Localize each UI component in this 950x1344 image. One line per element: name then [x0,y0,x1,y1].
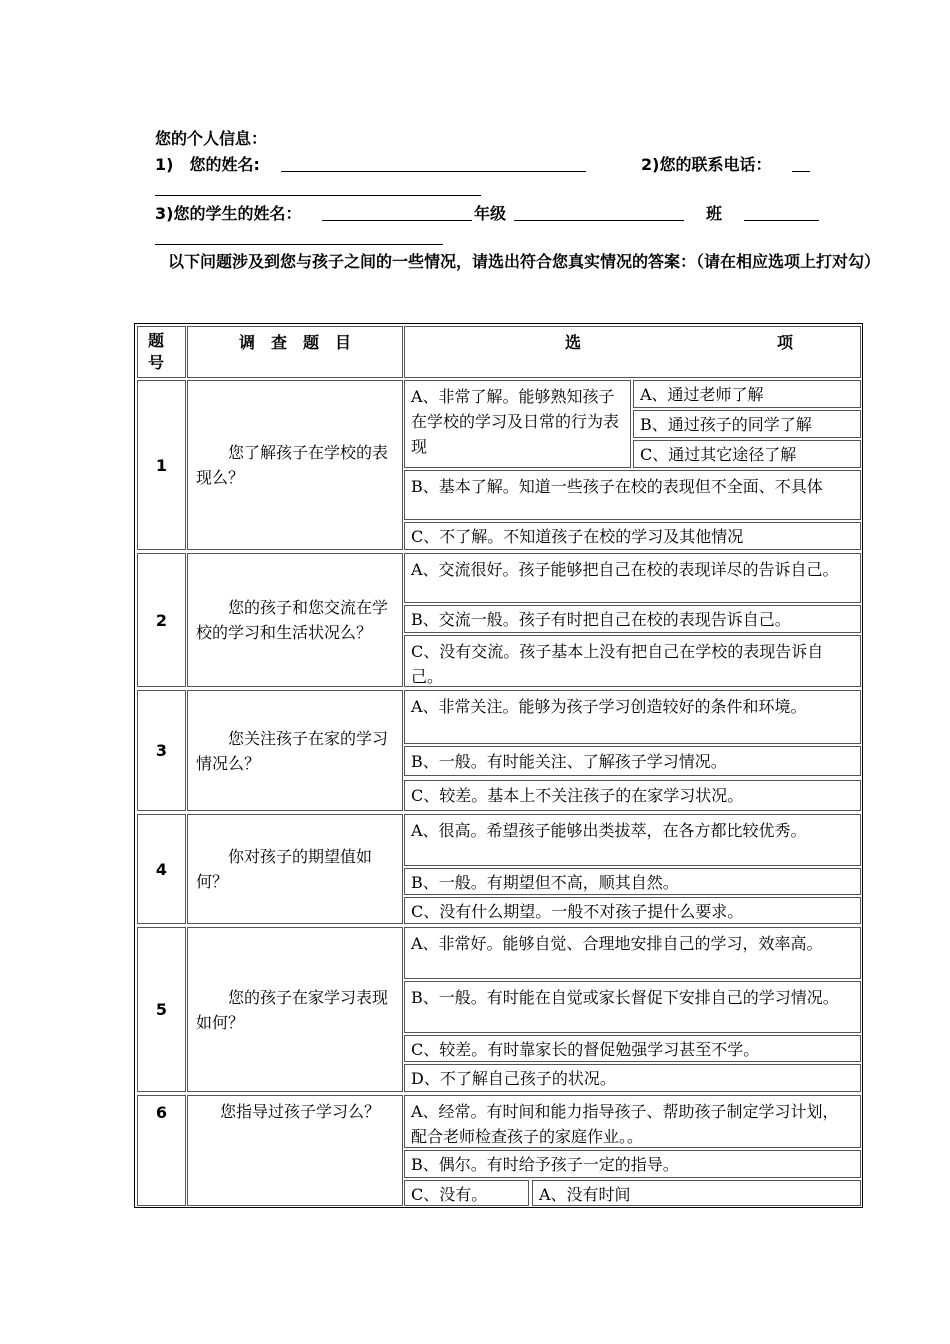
q3-option-c[interactable]: C、较差。基本上不关注孩子的在家学习状况。 [404,780,861,811]
question-text-1: 您了解孩子在学校的表现么？ [187,380,403,550]
question-number-6: 6 [137,1095,186,1206]
q4-option-c[interactable]: C、没有什么期望。一般不对孩子提什么要求。 [404,897,861,924]
header-options-right: 项 [777,333,794,352]
q6-option-c[interactable]: C、没有。 [404,1180,529,1206]
question-number-3: 3 [137,690,186,811]
header-question: 调 查 题 目 [187,326,403,378]
survey-table [134,323,863,1208]
q5-option-a[interactable]: A、非常好。能够自觉、合理地安排自己的学习，效率高。 [404,927,861,979]
q4-option-a[interactable]: A、很高。希望孩子能够出类拔萃，在各方都比较优秀。 [404,814,861,866]
header-options [404,326,861,378]
q1-option-a[interactable]: A、非常了解。能够熟知孩子在学校的学习及日常的行为表现 [404,380,631,468]
q5-option-b[interactable]: B、一般。有时能在自觉或家长督促下安排自己的学习情况。 [404,981,861,1033]
student-name-label: 3)您的学生的姓名： [155,204,302,223]
class-label: 班 [706,204,723,223]
student-name-field[interactable] [322,220,472,221]
name-field[interactable] [281,171,586,172]
question-number-2: 2 [137,553,186,687]
q6-sub-option-a[interactable]: A、没有时间 [532,1180,861,1206]
name-label: 1) 您的姓名: [155,155,260,174]
class-field-continued[interactable] [155,244,443,245]
phone-field-continued[interactable] [155,195,481,196]
q6-option-b[interactable]: B、偶尔。有时给予孩子一定的指导。 [404,1150,861,1178]
header-number: 题号 [137,326,186,378]
q1-sub-option-b[interactable]: B、通过孩子的同学了解 [633,410,861,438]
question-number-1: 1 [137,380,186,550]
question-text-6: 您指导过孩子学习么？ [187,1095,403,1206]
question-number-4: 4 [137,814,186,924]
q2-option-b[interactable]: B、交流一般。孩子有时把自己在校的表现告诉自己。 [404,605,861,633]
q3-option-b[interactable]: B、一般。有时能关注、了解孩子学习情况。 [404,746,861,776]
q3-option-a[interactable]: A、非常关注。能够为孩子学习创造较好的条件和环境。 [404,690,861,744]
grade-field[interactable] [514,220,684,221]
survey-instructions: 以下问题涉及到您与孩子之间的一些情况，请选出符合您真实情况的答案：（请在相应选项上打对勾） [168,252,881,271]
q1-sub-option-a[interactable]: A、通过老师了解 [633,380,861,408]
q5-option-c[interactable]: C、较差。有时靠家长的督促勉强学习甚至不学。 [404,1035,861,1062]
question-text-3: 您关注孩子在家的学习情况么？ [187,690,403,811]
q2-option-c[interactable]: C、没有交流。孩子基本上没有把自己在学校的表现告诉自己。 [404,635,861,687]
header-options-left: 选 [565,333,582,352]
phone-label: 2)您的联系电话： [641,155,772,174]
q5-option-d[interactable]: D、不了解自己孩子的状况。 [404,1064,861,1092]
q6-option-a[interactable]: A、经常。有时间和能力指导孩子、帮助孩子制定学习计划，配合老师检查孩子的家庭作业。。 [404,1095,861,1148]
q1-sub-option-c[interactable]: C、通过其它途径了解 [633,440,861,468]
q1-option-b[interactable]: B、基本了解。知道一些孩子在校的表现但不全面、不具体 [404,470,861,520]
q1-option-c[interactable]: C、不了解。不知道孩子在校的学习及其他情况 [404,522,861,550]
grade-label: 年级 [474,204,507,223]
q4-option-b[interactable]: B、一般。有期望但不高，顺其自然。 [404,868,861,895]
personal-info-title: 您的个人信息： [155,129,268,148]
q2-option-a[interactable]: A、交流很好。孩子能够把自己在校的表现详尽的告诉自己。 [404,553,861,603]
question-number-5: 5 [137,927,186,1092]
question-text-4: 你对孩子的期望值如何？ [187,814,403,924]
question-text-5: 您的孩子在家学习表现如何？ [187,927,403,1092]
class-field[interactable] [744,220,819,221]
question-text-2: 您的孩子和您交流在学校的学习和生活状况么？ [187,553,403,687]
phone-field-start[interactable] [792,171,810,172]
